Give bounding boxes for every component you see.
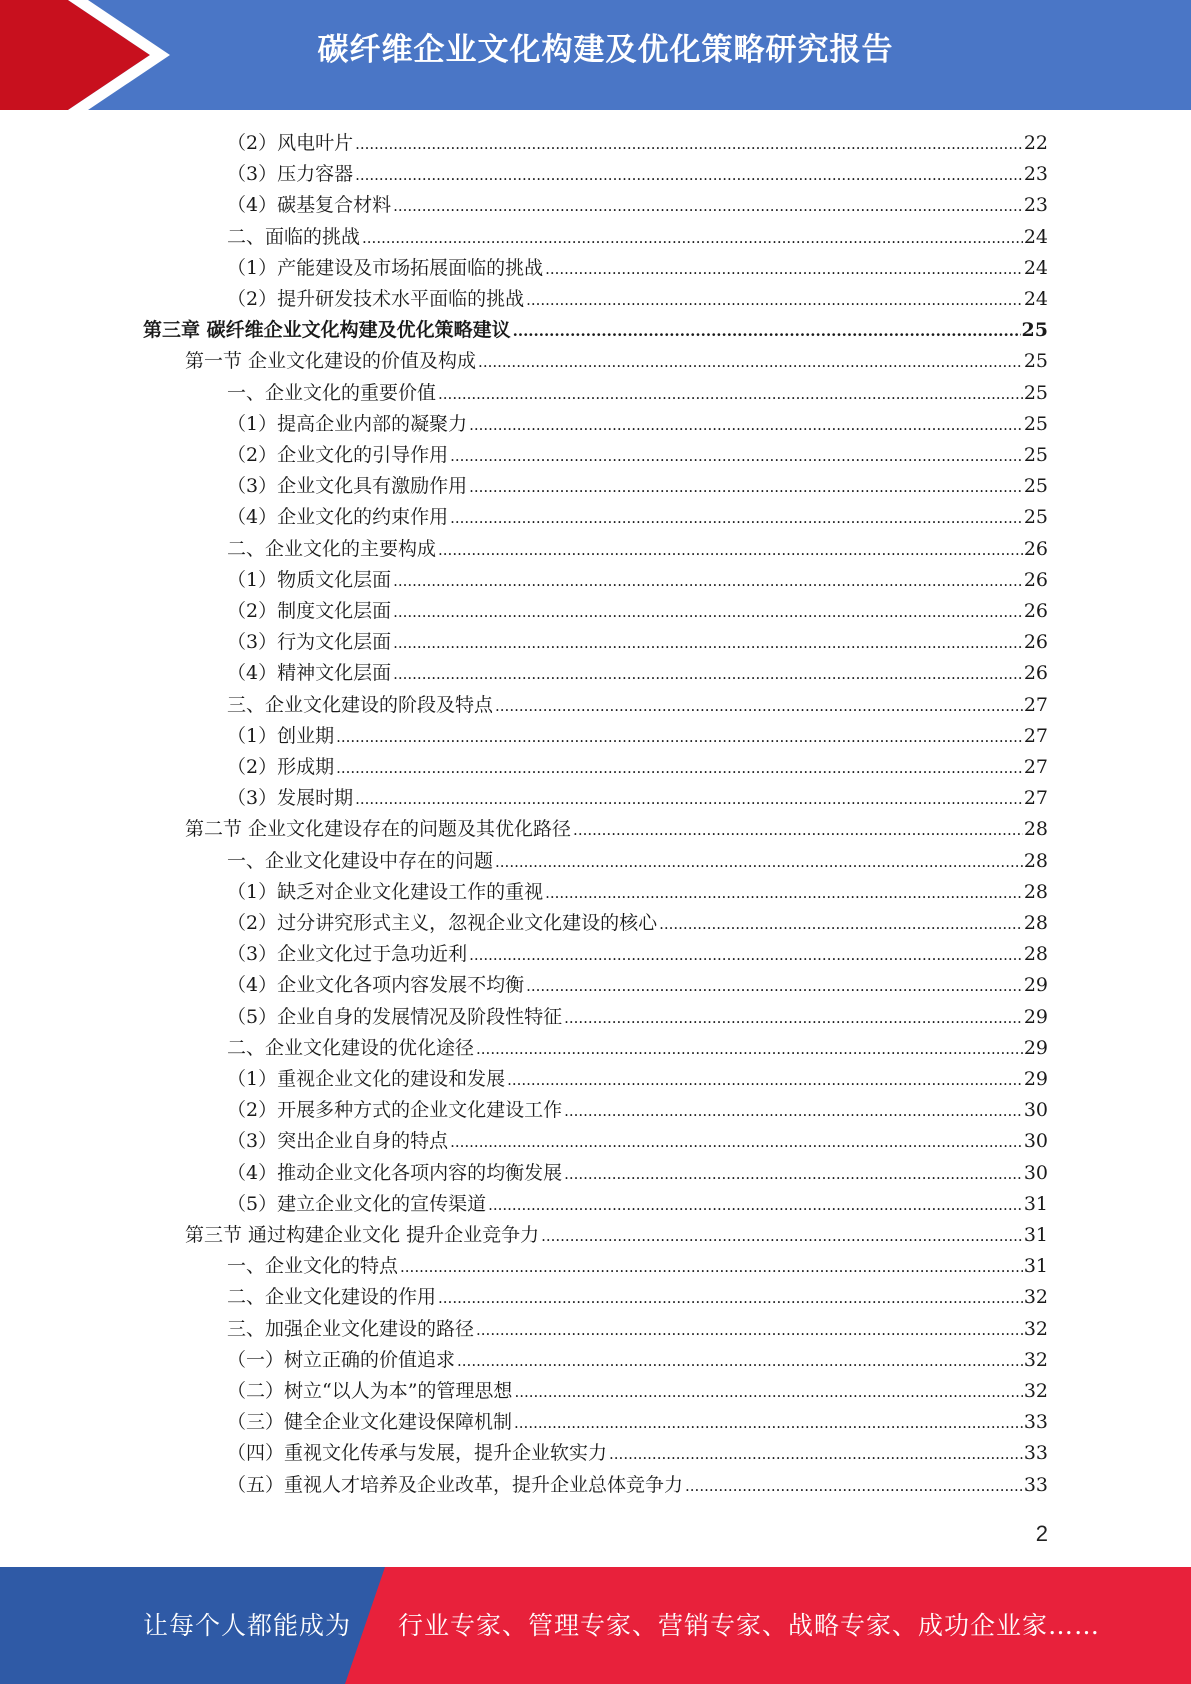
toc-entry[interactable] bbox=[227, 690, 1048, 721]
toc-leader-dots bbox=[355, 783, 1023, 815]
page-footer bbox=[0, 1567, 1191, 1684]
toc-leader-dots bbox=[438, 378, 1023, 410]
toc-entry-label: （1）提高企业内部的凝聚力 bbox=[227, 412, 468, 435]
toc-leader-dots bbox=[541, 1220, 1023, 1252]
toc-entry-label: 二、企业文化的主要构成 bbox=[227, 537, 437, 560]
toc-leader-dots bbox=[564, 1158, 1023, 1190]
toc-entry-page: 29 bbox=[1023, 1036, 1048, 1059]
toc-entry-label: 一、企业文化建设中存在的问题 bbox=[227, 849, 494, 872]
toc-entry-page: 31 bbox=[1023, 1255, 1048, 1278]
toc-leader-dots bbox=[478, 346, 1023, 378]
toc-leader-dots bbox=[469, 409, 1023, 441]
toc-entry-label: 一、企业文化的重要价值 bbox=[227, 381, 437, 404]
toc-entry[interactable] bbox=[227, 970, 1048, 1001]
toc-leader-dots bbox=[495, 690, 1023, 722]
toc-entry-label: （4）推动企业文化各项内容的均衡发展 bbox=[227, 1161, 563, 1184]
toc-entry-page: 32 bbox=[1023, 1286, 1048, 1309]
toc-leader-dots bbox=[336, 752, 1023, 784]
toc-entry-page: 23 bbox=[1023, 194, 1048, 217]
toc-leader-dots bbox=[457, 1345, 1023, 1377]
toc-entry-label: （1）创业期 bbox=[227, 724, 335, 747]
toc-entry[interactable] bbox=[227, 471, 1048, 502]
toc-leader-dots bbox=[526, 284, 1023, 316]
footer-slogan-right: 行业专家、管理专家、营销专家、战略专家、成功企业家…… bbox=[398, 1611, 1101, 1640]
toc-entry-page: 29 bbox=[1023, 1005, 1048, 1028]
report-title: 碳纤维企业文化构建及优化策略研究报告 bbox=[317, 32, 894, 68]
toc-entry[interactable] bbox=[227, 284, 1048, 315]
toc-entry-page: 28 bbox=[1023, 912, 1048, 934]
toc-leader-dots bbox=[355, 159, 1023, 191]
toc-leader-dots bbox=[450, 502, 1023, 534]
toc-entry[interactable] bbox=[227, 1376, 1048, 1407]
toc-entry[interactable] bbox=[227, 565, 1048, 596]
toc-entry-page: 28 bbox=[1023, 818, 1048, 841]
toc-entry[interactable] bbox=[227, 596, 1048, 627]
toc-entry-label: （1）物质文化层面 bbox=[227, 568, 392, 591]
toc-leader-dots bbox=[393, 565, 1023, 597]
toc-entry[interactable] bbox=[185, 346, 1048, 377]
toc-leader-dots bbox=[564, 1095, 1023, 1127]
toc-entry-page: 25 bbox=[1023, 381, 1048, 404]
toc-leader-dots bbox=[488, 1189, 1023, 1221]
toc-entry-label: （2）形成期 bbox=[227, 756, 335, 778]
toc-entry[interactable] bbox=[227, 627, 1048, 658]
toc-entry[interactable] bbox=[227, 534, 1048, 565]
toc-leader-dots bbox=[507, 1064, 1023, 1096]
toc-entry-label: （1）缺乏对企业文化建设工作的重视 bbox=[227, 880, 544, 903]
page-number: 2 bbox=[1035, 1521, 1048, 1546]
toc-leader-dots bbox=[336, 721, 1023, 753]
toc-entry-page: 25 bbox=[1023, 350, 1048, 373]
toc-entry[interactable] bbox=[227, 1189, 1048, 1220]
toc-entry-label: （三）健全企业文化建设保障机制 bbox=[227, 1411, 513, 1434]
toc-entry-label: 第一节 企业文化建设的价值及构成 bbox=[185, 350, 477, 373]
toc-entry-label: （五）重视人才培养及企业改革，提升企业总体竞争力 bbox=[227, 1473, 684, 1496]
toc-entry-label: （二）树立“以人为本”的管理思想 bbox=[227, 1380, 513, 1402]
toc-leader-dots bbox=[564, 1002, 1023, 1034]
toc-leader-dots bbox=[438, 1282, 1023, 1314]
toc-entry-page: 30 bbox=[1023, 1161, 1048, 1184]
toc-entry-page: 24 bbox=[1023, 288, 1048, 310]
toc-entry[interactable] bbox=[227, 253, 1048, 284]
toc-entry[interactable] bbox=[227, 378, 1048, 409]
toc-entry-label: （2）风电叶片 bbox=[227, 132, 354, 154]
toc-leader-dots bbox=[609, 1438, 1023, 1470]
toc-entry[interactable] bbox=[185, 814, 1048, 845]
toc-entry[interactable] bbox=[227, 190, 1048, 221]
toc-entry-label: （3）行为文化层面 bbox=[227, 631, 392, 654]
toc-entry-page: 29 bbox=[1023, 974, 1048, 997]
toc-entry[interactable] bbox=[227, 877, 1048, 908]
toc-entry[interactable] bbox=[227, 1126, 1048, 1157]
toc-entry-page: 31 bbox=[1023, 1224, 1048, 1246]
toc-leader-dots bbox=[476, 1033, 1023, 1065]
toc-entry-page: 33 bbox=[1023, 1473, 1048, 1496]
toc-entry[interactable] bbox=[227, 783, 1048, 814]
toc-entry-page: 27 bbox=[1023, 693, 1048, 716]
toc-leader-dots bbox=[514, 1407, 1023, 1439]
toc-entry[interactable] bbox=[227, 1158, 1048, 1189]
toc-entry-label: 三、企业文化建设的阶段及特点 bbox=[227, 693, 494, 716]
toc-entry-page: 27 bbox=[1023, 787, 1048, 810]
toc-entry[interactable] bbox=[227, 1095, 1048, 1126]
toc-entry-label: （4）碳基复合材料 bbox=[227, 194, 392, 217]
toc-leader-dots bbox=[573, 814, 1023, 846]
toc-entry-label: （3）企业文化具有激励作用 bbox=[227, 475, 468, 498]
toc-entry-page: 25 bbox=[1023, 506, 1048, 529]
toc-entry-label: （5）建立企业文化的宣传渠道 bbox=[227, 1192, 487, 1215]
toc-entry[interactable] bbox=[227, 1438, 1048, 1469]
toc-leader-dots bbox=[393, 658, 1023, 690]
toc-entry-label: 二、企业文化建设的优化途径 bbox=[227, 1036, 475, 1059]
toc-entry[interactable] bbox=[227, 409, 1048, 440]
toc-entry[interactable] bbox=[143, 315, 1048, 346]
toc-leader-dots bbox=[393, 596, 1023, 628]
footer-slogan-left: 让每个人都能成为 bbox=[143, 1611, 352, 1640]
toc-leader-dots bbox=[400, 1251, 1023, 1283]
toc-entry[interactable] bbox=[227, 908, 1048, 939]
toc-entry-page: 24 bbox=[1023, 225, 1048, 248]
toc-entry-page: 25 bbox=[1023, 475, 1048, 498]
toc-leader-dots bbox=[659, 908, 1023, 940]
toc-entry-page: 26 bbox=[1023, 568, 1048, 591]
toc-entry-label: （3）发展时期 bbox=[227, 787, 354, 810]
toc-leader-dots bbox=[545, 877, 1023, 909]
toc-entry-page: 26 bbox=[1023, 600, 1048, 622]
toc-entry-page: 32 bbox=[1023, 1348, 1048, 1371]
toc-entry[interactable] bbox=[227, 1345, 1048, 1376]
toc-entry-page: 29 bbox=[1023, 1068, 1048, 1090]
toc-leader-dots bbox=[476, 1314, 1023, 1346]
toc-entry-label: （4）企业文化的约束作用 bbox=[227, 506, 449, 529]
toc-entry-label: （一）树立正确的价值追求 bbox=[227, 1348, 456, 1371]
toc-entry-page: 22 bbox=[1023, 132, 1048, 154]
toc-entry[interactable] bbox=[227, 1282, 1048, 1313]
toc-entry-page: 28 bbox=[1023, 849, 1048, 872]
toc-entry-page: 32 bbox=[1023, 1317, 1048, 1340]
toc-leader-dots bbox=[526, 970, 1023, 1002]
toc-entry-page: 23 bbox=[1023, 163, 1048, 186]
toc-entry[interactable] bbox=[227, 1033, 1048, 1064]
toc-entry[interactable] bbox=[227, 1251, 1048, 1282]
toc-entry-page: 24 bbox=[1023, 256, 1048, 279]
toc-entry-page: 28 bbox=[1023, 943, 1048, 966]
toc-leader-dots bbox=[495, 846, 1023, 878]
toc-entry-page: 27 bbox=[1023, 724, 1048, 747]
toc-entry-label: 第三章 碳纤维企业文化构建及优化策略建议 bbox=[143, 319, 511, 342]
toc-leader-dots bbox=[393, 190, 1023, 222]
toc-entry-label: （2）企业文化的引导作用 bbox=[227, 444, 449, 466]
toc-leader-dots bbox=[438, 534, 1023, 566]
toc-entry-label: （2）制度文化层面 bbox=[227, 600, 392, 622]
toc-entry-page: 25 bbox=[1021, 319, 1048, 342]
toc-entry-label: （3）压力容器 bbox=[227, 163, 354, 186]
toc-entry-label: 第二节 企业文化建设存在的问题及其优化路径 bbox=[185, 818, 572, 841]
toc-entry-label: （四）重视文化传承与发展，提升企业软实力 bbox=[227, 1442, 608, 1465]
toc-leader-dots bbox=[685, 1470, 1023, 1502]
toc-entry-label: （1）重视企业文化的建设和发展 bbox=[227, 1068, 506, 1090]
toc-entry-label: （2）过分讲究形式主义，忽视企业文化建设的核心 bbox=[227, 912, 658, 934]
toc-entry-label: （4）企业文化各项内容发展不均衡 bbox=[227, 974, 525, 997]
toc-entry-page: 27 bbox=[1023, 756, 1048, 778]
toc-entry-label: 二、面临的挑战 bbox=[227, 225, 361, 248]
toc-entry[interactable] bbox=[227, 1407, 1048, 1438]
toc-leader-dots bbox=[450, 1126, 1023, 1158]
toc-entry[interactable] bbox=[227, 1470, 1048, 1501]
toc-entry-label: （2）提升研发技术水平面临的挑战 bbox=[227, 288, 525, 310]
toc-entry-label: （5）企业自身的发展情况及阶段性特征 bbox=[227, 1005, 563, 1028]
toc-entry-page: 33 bbox=[1023, 1442, 1048, 1465]
toc-entry[interactable] bbox=[227, 1064, 1048, 1095]
toc-entry[interactable] bbox=[227, 502, 1048, 533]
toc-entry-page: 31 bbox=[1023, 1192, 1048, 1215]
toc-entry[interactable] bbox=[227, 1002, 1048, 1033]
toc-leader-dots bbox=[355, 128, 1023, 160]
toc-entry[interactable] bbox=[227, 752, 1048, 783]
toc-entry-page: 28 bbox=[1023, 880, 1048, 903]
toc-entry-label: （3）企业文化过于急功近利 bbox=[227, 943, 468, 966]
toc-entry-page: 25 bbox=[1023, 444, 1048, 466]
toc-entry[interactable] bbox=[227, 658, 1048, 689]
toc-entry-label: （1）产能建设及市场拓展面临的挑战 bbox=[227, 256, 544, 279]
toc-leader-dots bbox=[393, 627, 1023, 659]
toc-entry-page: 25 bbox=[1023, 412, 1048, 435]
toc-entry-label: （2）开展多种方式的企业文化建设工作 bbox=[227, 1099, 563, 1122]
toc-entry-label: 三、加强企业文化建设的路径 bbox=[227, 1317, 475, 1340]
toc-entry-page: 30 bbox=[1023, 1130, 1048, 1153]
toc-leader-dots bbox=[362, 222, 1023, 254]
toc-entry[interactable] bbox=[227, 159, 1048, 190]
toc-entry-label: 一、企业文化的特点 bbox=[227, 1255, 399, 1278]
toc-entry[interactable] bbox=[227, 128, 1048, 159]
toc-entry-label: （3）突出企业自身的特点 bbox=[227, 1130, 449, 1153]
toc-entry-page: 33 bbox=[1023, 1411, 1048, 1434]
toc-entry[interactable] bbox=[227, 846, 1048, 877]
toc-entry[interactable] bbox=[227, 222, 1048, 253]
toc-entry-page: 30 bbox=[1023, 1099, 1048, 1122]
toc-entry[interactable] bbox=[227, 440, 1048, 471]
toc-leader-dots bbox=[450, 440, 1023, 472]
toc-entry-label: 二、企业文化建设的作用 bbox=[227, 1286, 437, 1309]
toc-leader-dots bbox=[469, 471, 1023, 503]
toc-entry-label: 第三节 通过构建企业文化 提升企业竞争力 bbox=[185, 1224, 540, 1246]
toc-entry[interactable] bbox=[227, 939, 1048, 970]
toc-leader-dots bbox=[545, 253, 1023, 285]
toc-entry-page: 32 bbox=[1023, 1380, 1048, 1402]
toc-entry-page: 26 bbox=[1023, 631, 1048, 654]
toc-entry[interactable] bbox=[227, 1314, 1048, 1345]
toc-entry[interactable] bbox=[185, 1220, 1048, 1251]
toc-entry[interactable] bbox=[227, 721, 1048, 752]
toc-leader-dots bbox=[513, 315, 1021, 347]
toc-entry-page: 26 bbox=[1023, 662, 1048, 685]
toc-entry-page: 26 bbox=[1023, 537, 1048, 560]
page-header bbox=[0, 0, 1191, 110]
toc-entry-label: （4）精神文化层面 bbox=[227, 662, 392, 685]
toc-leader-dots bbox=[514, 1376, 1022, 1408]
toc-leader-dots bbox=[469, 939, 1023, 971]
